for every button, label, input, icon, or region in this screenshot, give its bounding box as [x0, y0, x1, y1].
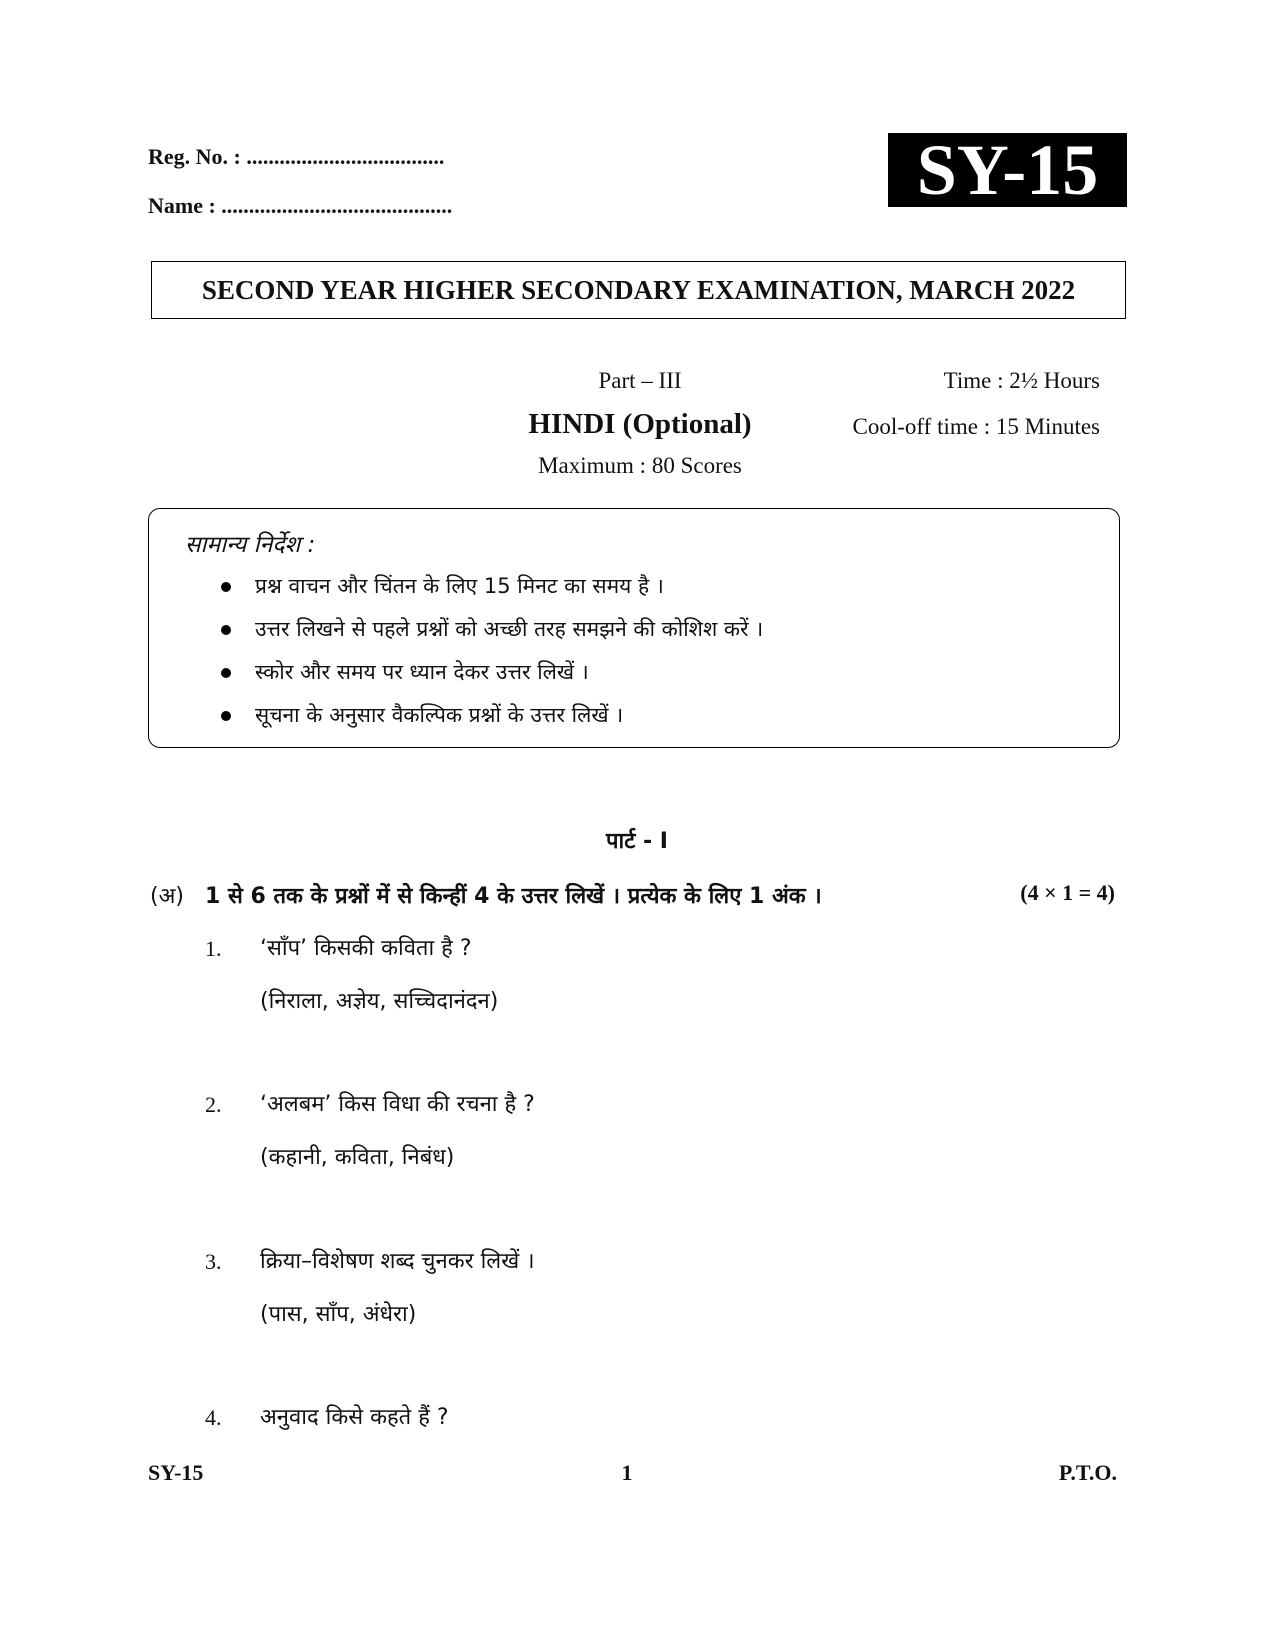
question-number: 4. [205, 1405, 222, 1430]
general-instructions-box [148, 508, 1120, 748]
bullet-icon [221, 668, 231, 678]
question-number: 1. [205, 936, 222, 961]
question-text: ‘साँप’ किसकी कविता है ? [260, 936, 472, 961]
paper-code-badge: SY-15 [888, 133, 1127, 207]
page-number: 1 [621, 1460, 633, 1485]
question-options: (पास, साँप, अंधेरा) [260, 1302, 417, 1327]
instruction-item: स्कोर और समय पर ध्यान देकर उत्तर लिखें । [221, 651, 763, 694]
instruction-item: प्रश्न वाचन और चिंतन के लिए 15 मिनट का समय है । [221, 565, 763, 608]
exam-title: SECOND YEAR HIGHER SECONDARY EXAMINATION, MARCH 2022 [151, 261, 1126, 319]
section-label: (अ) [150, 884, 184, 909]
pto-label: P.T.O. [1058, 1460, 1117, 1485]
instruction-item: सूचना के अनुसार वैकल्पिक प्रश्नों के उत्तर लिखें । [221, 694, 763, 737]
instructions-heading: सामान्य निर्देश : [185, 532, 316, 558]
bullet-icon [221, 625, 231, 635]
time-label: Time : 2½ Hours [943, 368, 1100, 393]
instructions-list [221, 565, 763, 737]
section-marks: (4 × 1 = 4) [1020, 880, 1115, 905]
question-options: (निराला, अज्ञेय, सच्चिदानंदन) [260, 989, 499, 1014]
question-options: (कहानी, कविता, निबंध) [260, 1145, 455, 1170]
part-label: Part – III [598, 368, 682, 393]
question-text: क्रिया–विशेषण शब्द चुनकर लिखें । [260, 1249, 535, 1274]
bullet-icon [221, 711, 231, 721]
question-number: 3. [205, 1249, 222, 1274]
max-scores: Maximum : 80 Scores [538, 453, 742, 478]
part-1-title: पार्ट - I [606, 829, 668, 854]
reg-no-field: Reg. No. : .................................... [148, 144, 445, 169]
question-number: 2. [205, 1092, 222, 1117]
subject-title: HINDI (Optional) [528, 408, 752, 440]
bullet-icon [221, 582, 231, 592]
question-text: ‘अलबम’ किस विधा की रचना है ? [260, 1092, 535, 1117]
name-field: Name : .......................................... [148, 193, 453, 218]
instruction-item: उत्तर लिखने से पहले प्रश्नों को अच्छी तरह समझने की कोशिश करें । [221, 608, 763, 651]
section-instruction: 1 से 6 तक के प्रश्नों में से किन्हीं 4 के उत्तर लिखें । प्रत्येक के लिए 1 अंक । [205, 884, 822, 909]
question-text: अनुवाद किसे कहते हैं ? [260, 1405, 449, 1430]
cool-off-time: Cool-off time : 15 Minutes [852, 414, 1100, 439]
footer-paper-code: SY-15 [148, 1460, 204, 1485]
